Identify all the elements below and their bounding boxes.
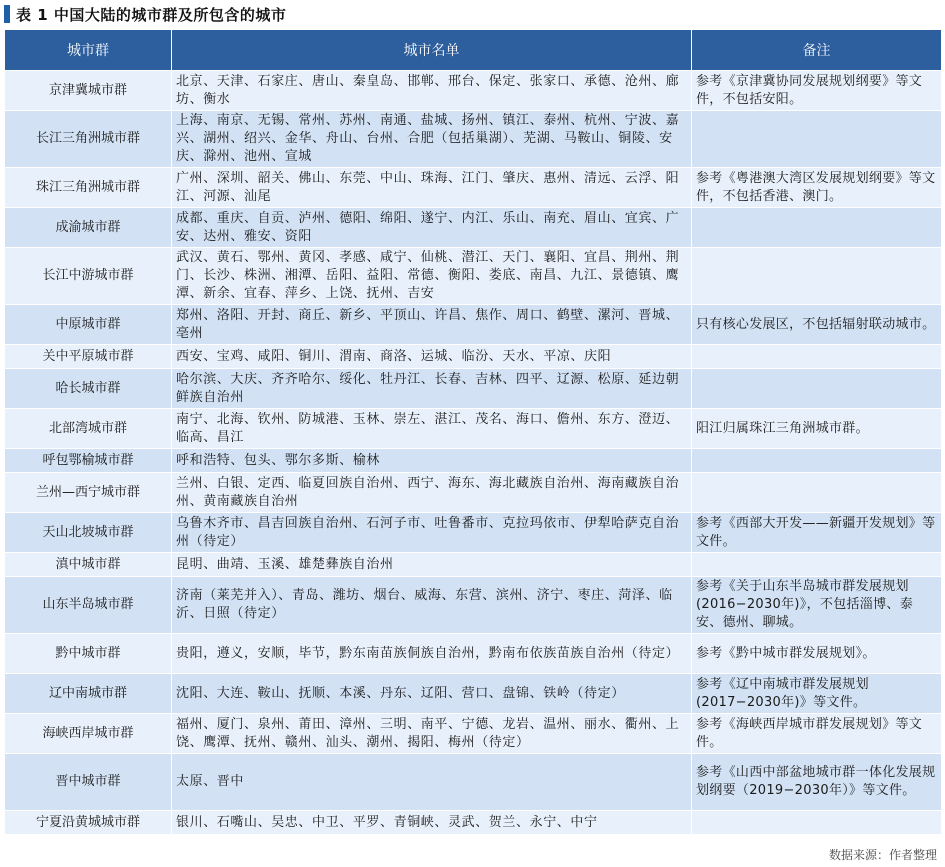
column-header-group: 城市群 <box>5 30 172 71</box>
cluster-name-cell: 京津冀城市群 <box>5 71 172 111</box>
table-header-row <box>5 30 942 71</box>
data-source-note: 数据来源：作者整理 <box>828 848 937 862</box>
table-row <box>5 811 942 835</box>
notes-cell: 参考《黔中城市群发展规划》。 <box>692 634 942 674</box>
notes-cell: 参考《西部大开发——新疆开发规划》等文件。 <box>692 513 942 553</box>
table-row <box>5 248 942 305</box>
cities-cell: 济南（莱芜并入）、青岛、潍坊、烟台、威海、东营、滨州、济宁、枣庄、菏泽、临沂、日照（待定） <box>172 577 692 634</box>
cities-cell: 成都、重庆、自贡、泸州、德阳、绵阳、遂宁、内江、乐山、南充、眉山、宜宾、广安、达州、雅安、资阳 <box>172 208 692 248</box>
notes-cell: 参考《辽中南城市群发展规划(2017−2030年)》等文件。 <box>692 674 942 714</box>
notes-cell: 参考《关于山东半岛城市群发展规划(2016−2030年)》，不包括淄博、泰安、德州、聊城。 <box>692 577 942 634</box>
city-cluster-table <box>4 29 942 835</box>
notes-cell: 参考《海峡西岸城市群发展规划》等文件。 <box>692 714 942 754</box>
cities-cell: 沈阳、大连、鞍山、抚顺、本溪、丹东、辽阳、营口、盘锦、铁岭（待定） <box>172 674 692 714</box>
table-row <box>5 409 942 449</box>
cluster-name-cell: 呼包鄂榆城市群 <box>5 449 172 473</box>
notes-cell: 参考《粤港澳大湾区发展规划纲要》等文件，不包括香港、澳门。 <box>692 168 942 208</box>
cities-cell: 南宁、北海、钦州、防城港、玉林、崇左、湛江、茂名、海口、儋州、东方、澄迈、临高、昌江 <box>172 409 692 449</box>
cities-cell: 乌鲁木齐市、昌吉回族自治州、石河子市、吐鲁番市、克拉玛依市、伊犁哈萨克自治州（待定） <box>172 513 692 553</box>
notes-cell <box>692 208 942 248</box>
cluster-name-cell: 宁夏沿黄城城市群 <box>5 811 172 835</box>
cities-cell: 太原、晋中 <box>172 754 692 811</box>
notes-cell: 参考《京津冀协同发展规划纲要》等文件，不包括安阳。 <box>692 71 942 111</box>
table-row <box>5 305 942 345</box>
notes-cell <box>692 449 942 473</box>
notes-cell: 只有核心发展区，不包括辐射联动城市。 <box>692 305 942 345</box>
cities-cell: 哈尔滨、大庆、齐齐哈尔、绥化、牡丹江、长春、吉林、四平、辽源、松原、延边朝鲜族自治州 <box>172 369 692 409</box>
table-row <box>5 513 942 553</box>
cluster-name-cell: 晋中城市群 <box>5 754 172 811</box>
cities-cell: 兰州、白银、定西、临夏回族自治州、西宁、海东、海北藏族自治州、海南藏族自治州、黄南藏族自治州 <box>172 473 692 513</box>
column-header-cities: 城市名单 <box>172 30 692 71</box>
cluster-name-cell: 关中平原城市群 <box>5 345 172 369</box>
table-row <box>5 369 942 409</box>
table-row <box>5 168 942 208</box>
table-row <box>5 71 942 111</box>
page-title: 表 1 中国大陆的城市群及所包含的城市 <box>16 5 287 24</box>
cities-cell: 银川、石嘴山、吴忠、中卫、平罗、青铜峡、灵武、贺兰、永宁、中宁 <box>172 811 692 835</box>
cluster-name-cell: 哈长城市群 <box>5 369 172 409</box>
cluster-name-cell: 天山北坡城市群 <box>5 513 172 553</box>
cities-cell: 福州、厦门、泉州、莆田、漳州、三明、南平、宁德、龙岩、温州、丽水、衢州、上饶、鹰潭、抚州、赣州、汕头、潮州、揭阳、梅州（待定） <box>172 714 692 754</box>
table-row <box>5 714 942 754</box>
cluster-name-cell: 滇中城市群 <box>5 553 172 577</box>
cluster-name-cell: 北部湾城市群 <box>5 409 172 449</box>
table-row <box>5 674 942 714</box>
table-row <box>5 473 942 513</box>
cities-cell: 武汉、黄石、鄂州、黄冈、孝感、咸宁、仙桃、潜江、天门、襄阳、宜昌、荆州、荆门、长沙、株洲、湘潭、岳阳、益阳、常德、衡阳、娄底、南昌、九江、景德镇、鹰潭、新余、宜春、萍乡、上饶、抚州、吉安 <box>172 248 692 305</box>
table-row <box>5 208 942 248</box>
notes-cell <box>692 811 942 835</box>
cities-cell: 西安、宝鸡、咸阳、铜川、渭南、商洛、运城、临汾、天水、平凉、庆阳 <box>172 345 692 369</box>
cities-cell: 北京、天津、石家庄、唐山、秦皇岛、邯郸、邢台、保定、张家口、承德、沧州、廊坊、衡水 <box>172 71 692 111</box>
cities-cell: 上海、南京、无锡、常州、苏州、南通、盐城、扬州、镇江、泰州、杭州、宁波、嘉兴、湖州、绍兴、金华、舟山、台州、合肥（包括巢湖）、芜湖、马鞍山、铜陵、安庆、滁州、池州、宣城 <box>172 111 692 168</box>
notes-cell: 参考《山西中部盆地城市群一体化发展规划纲要（2019−2030年）》等文件。 <box>692 754 942 811</box>
caption-marker <box>4 5 10 23</box>
notes-cell <box>692 111 942 168</box>
table-row <box>5 634 942 674</box>
cluster-name-cell: 黔中城市群 <box>5 634 172 674</box>
cluster-name-cell: 辽中南城市群 <box>5 674 172 714</box>
cities-cell: 呼和浩特、包头、鄂尔多斯、榆林 <box>172 449 692 473</box>
cities-cell: 昆明、曲靖、玉溪、雄楚彝族自治州 <box>172 553 692 577</box>
cluster-name-cell: 中原城市群 <box>5 305 172 345</box>
cluster-name-cell: 珠江三角洲城市群 <box>5 168 172 208</box>
notes-cell: 阳江归属珠江三角洲城市群。 <box>692 409 942 449</box>
table-row <box>5 577 942 634</box>
cluster-name-cell: 长江三角洲城市群 <box>5 111 172 168</box>
cluster-name-cell: 成渝城市群 <box>5 208 172 248</box>
table-row <box>5 754 942 811</box>
column-header-notes: 备注 <box>692 30 942 71</box>
table-row <box>5 345 942 369</box>
table-row <box>5 111 942 168</box>
notes-cell <box>692 248 942 305</box>
table-caption <box>4 3 286 25</box>
notes-cell <box>692 473 942 513</box>
cluster-name-cell: 兰州—西宁城市群 <box>5 473 172 513</box>
cluster-name-cell: 山东半岛城市群 <box>5 577 172 634</box>
cities-cell: 广州、深圳、韶关、佛山、东莞、中山、珠海、江门、肇庆、惠州、清远、云浮、阳江、河源、汕尾 <box>172 168 692 208</box>
cities-cell: 郑州、洛阳、开封、商丘、新乡、平顶山、许昌、焦作、周口、鹤壁、漯河、晋城、亳州 <box>172 305 692 345</box>
table-row <box>5 449 942 473</box>
table-row <box>5 553 942 577</box>
cluster-name-cell: 长江中游城市群 <box>5 248 172 305</box>
notes-cell <box>692 345 942 369</box>
notes-cell <box>692 553 942 577</box>
cluster-name-cell: 海峡西岸城市群 <box>5 714 172 754</box>
notes-cell <box>692 369 942 409</box>
cities-cell: 贵阳，遵义，安顺，毕节，黔东南苗族侗族自治州，黔南布依族苗族自治州（待定） <box>172 634 692 674</box>
